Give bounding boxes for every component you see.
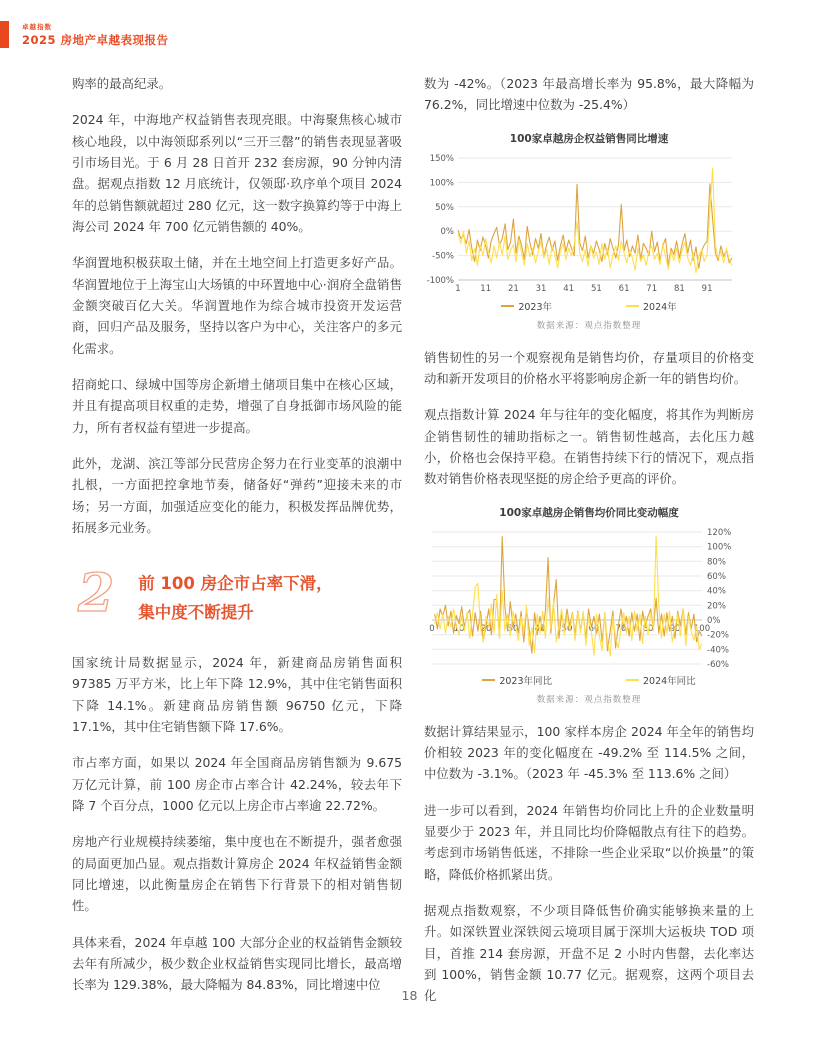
equity-sales-growth-chart [424,131,754,331]
svg-text:71: 71 [646,283,658,294]
legend-label: 2024年 [643,301,677,313]
data-source-note: 数据来源：观点指数整理 [536,694,642,705]
svg-text:31: 31 [535,283,547,294]
paragraph: 2024 年，中海地产权益销售表现亮眼。中海聚焦核心城市核心地段，以中海领邸系列以“三开三罄”的销售表现显著吸引市场目光。于 6 月 28 日首开 232 套房源，90 分钟内清盘。据观点指数 12 月底统计，仅领邸·玖序单个项目 2024 年的总销售额就超过 280 亿元，这一数字换算约等于中海上海公司 2024 年 700 亿元销售额的 40%。 [72,112,402,234]
svg-text:50: 50 [561,623,573,634]
svg-text:21: 21 [507,283,519,294]
paragraph: 华润置地积极获取土储，并在土地空间上打造更多好产品。华润置地位于上海宝山大场镇的中环置地中心·润府全盘销售金额突破百亿大关。华润置地作为综合城市投资开发运营商，回归产品及服务，坚持以客户为中心，关注客户的多元化需求。 [72,255,402,356]
svg-text:30: 30 [507,623,519,634]
paragraph: 具体来看，2024 年卓越 100 大部分企业的权益销售金额较去年有所减少，极少数企业权益销售实现同比增长，最高增长率为 129.38%，最大降幅为 84.83%，同比增速中位 [72,934,402,993]
svg-text:-40%: -40% [707,644,729,655]
paragraph: 国家统计局数据显示，2024 年，新建商品房销售面积 97385 万平方米，比上年下降 12.9%，其中住宅销售面积下降 14.1%。新建商品房销售额 96750 亿元，下降 17.1%，其中住宅销售额下降 17.6%。 [72,654,402,734]
avg-price-change-chart [424,505,754,705]
paragraph: 据观点指数观察，不少项目降低售价确实能够换来量的上升。如深铁置业深铁阅云境项目属于深圳大运板块 TOD 项目，首推 214 套房源，开盘不足 2 小时内售罄，去化率达到 100%，销售金额 10.77 亿元。据观察，这两个项目去化 [424,902,754,1004]
svg-text:1: 1 [455,283,461,294]
section-heading [72,564,402,628]
brand-name: 卓越指数 [22,23,52,31]
svg-text:100%: 100% [707,542,732,553]
two-column-body [72,73,754,1022]
section-title-line2: 集中度不断提升 [138,603,254,623]
line-chart [424,524,754,670]
svg-text:80: 80 [642,623,654,634]
svg-text:-60%: -60% [707,659,729,670]
report-title: 2025 房地产卓越表现报告 [22,33,169,47]
svg-text:11: 11 [480,283,492,294]
legend-item-2023 [501,299,552,313]
svg-text:90: 90 [669,623,681,634]
svg-text:-20%: -20% [707,630,729,641]
chart-legend [424,299,754,313]
paragraph: 购率的最高纪录。 [72,76,172,91]
line-chart [424,150,754,296]
paragraph: 市占率方面，如果以 2024 年全国商品房销售额为 9.675 万亿元计算，前 100 房企市占率合计 42.24%，较去年下降 7 个百分点，1000 亿元以上房企市占率逾 22.72%。 [72,755,402,813]
section-title-line1: 前 100 房企市占率下滑， [138,574,333,594]
svg-text:51: 51 [590,283,602,294]
chart-legend [424,673,754,687]
paragraph: 数为 -42%。（2023 年最高增长率为 95.8%，最大降幅为 76.2%，同比增速中位数为 -25.4%） [424,76,754,113]
svg-text:80%: 80% [707,556,726,567]
svg-text:100%: 100% [429,178,454,189]
svg-text:41: 41 [563,283,575,294]
paragraph: 房地产行业规模持续萎缩，集中度也在不断提升，强者愈强的局面更加凸显。观点指数计算房企 2024 年权益销售金额同比增速，以此衡量房企在销售下行背景下的相对销售韧性。 [72,834,402,914]
svg-text:0%: 0% [440,226,454,237]
svg-text:81: 81 [673,283,685,294]
legend-item-2024 [626,673,696,687]
brand-text [22,21,169,48]
chart-title: 100家卓越房企销售均价同比变动幅度 [499,506,679,519]
data-source-note: 数据来源：观点指数整理 [536,320,642,331]
svg-text:40%: 40% [707,586,726,597]
svg-text:0%: 0% [707,615,721,626]
page-number: 18 [401,988,418,1003]
section-title [138,570,332,628]
paragraph: 观点指数计算 2024 年与往年的变化幅度，将其作为判断房企销售韧性的辅助指标之一。销售韧性越高，去化压力越小，价格也会保持平稳。在销售持续下行的情况下，观点指数对销售价格表现坚挺的房企给予更高的评价。 [424,407,754,487]
left-column [72,73,402,1022]
svg-text:120%: 120% [707,527,732,538]
svg-text:20: 20 [480,623,492,634]
right-column [424,73,754,1022]
svg-text:40: 40 [534,623,546,634]
svg-text:50%: 50% [435,202,454,213]
svg-text:150%: 150% [429,153,454,164]
legend-item-2023 [482,673,552,687]
paragraph: 进一步可以看到，2024 年销售均价同比上升的企业数量明显要少于 2023 年，并且同比均价降幅散点有往下的趋势。考虑到市场销售低迷，不排除一些企业采取“以价换量”的策略，降低价格抓紧出货。 [424,802,754,882]
legend-item-2024 [626,299,677,313]
legend-swatch-2024 [626,679,639,681]
svg-text:70: 70 [615,623,627,634]
paragraph: 此外，龙湖、滨江等部分民营房企努力在行业变革的浪潮中扎根，一方面把控拿地节奏，储备好“弹药”迎接未来的市场；另一方面，加强适应变化的能力，积极发挥品牌优势，拓展多元业务。 [72,455,402,535]
section-number: 2 [78,563,115,625]
legend-label: 2023年 [518,301,552,313]
legend-label: 2024年同比 [643,675,696,687]
svg-text:10: 10 [453,623,465,634]
svg-text:60: 60 [588,623,600,634]
chart-title: 100家卓越房企权益销售同比增速 [509,132,669,145]
legend-swatch-2024 [626,305,639,307]
legend-label: 2023年同比 [499,675,552,687]
paragraph: 销售韧性的另一个观察视角是销售均价，存量项目的价格变动和新开发项目的价格水平将影响房企新一年的销售均价。 [424,349,754,386]
legend-swatch-2023 [482,679,495,681]
paragraph: 数据计算结果显示，100 家样本房企 2024 年全年的销售均价相较 2023 年的变化幅度在 -49.2% 至 114.5% 之间，中位数为 -3.1%。（2023 年 -45.3% 至 113.6% 之间） [424,723,754,782]
svg-text:-100%: -100% [426,275,454,286]
svg-text:60%: 60% [707,571,726,582]
brand-header [0,21,169,48]
legend-swatch-2023 [501,305,514,307]
brand-bar [0,21,9,48]
svg-text:61: 61 [618,283,630,294]
svg-text:91: 91 [701,283,713,294]
svg-text:20%: 20% [707,600,726,611]
svg-text:0: 0 [429,623,435,634]
svg-text:100: 100 [693,623,711,634]
svg-text:-50%: -50% [432,251,454,262]
paragraph: 招商蛇口、绿城中国等房企新增土储项目集中在核心区域，并且有提高项目权重的走势，增强了自身抵御市场风险的能力，所有者权益有望进一步提高。 [72,376,402,435]
